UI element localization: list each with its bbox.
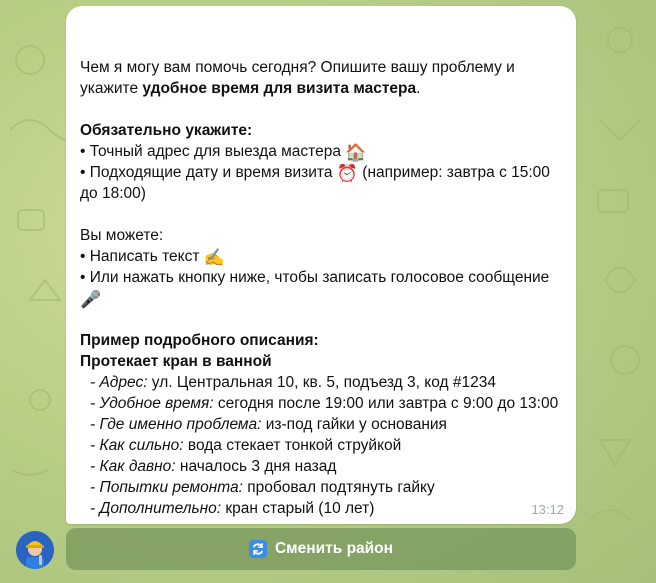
intro-paragraph: [80, 57, 566, 99]
message-timestamp: 13:12: [531, 502, 564, 517]
intro-text: Чем я могу вам помочь сегодня? Опишите вашу проблему и укажите: [80, 59, 515, 97]
example-item: [80, 456, 566, 477]
can-title: Вы можете:: [80, 227, 164, 244]
bot-message-bubble: [66, 6, 576, 524]
example-item-label: - Как давно:: [90, 458, 176, 475]
alarm-clock-emoji-icon: ⏰: [336, 164, 358, 183]
microphone-emoji-icon: 🎤: [80, 290, 102, 309]
required-item-address-text: • Точный адрес для выезда мастера: [80, 143, 341, 160]
example-item-value: из-под гайки у основания: [261, 416, 447, 433]
example-item-value: пробовал подтянуть гайку: [242, 479, 435, 496]
example-item-value: ул. Центральная 10, кв. 5, подъезд 3, код #1234: [147, 374, 496, 391]
example-item: [80, 477, 566, 498]
required-title: Обязательно укажите:: [80, 122, 253, 139]
bot-avatar-icon: [16, 531, 54, 569]
example-item-value: сегодня после 19:00 или завтра с 9:00 до 13:00: [213, 395, 559, 412]
required-item-time-text: • Подходящие дату и время визита: [80, 164, 333, 181]
required-item-address: [80, 141, 566, 162]
can-item-text-label: • Написать текст: [80, 248, 200, 265]
message-text: [80, 57, 566, 519]
example-item-label: - Удобное время:: [90, 395, 214, 412]
can-item-voice-label: • Или нажать кнопку ниже, чтобы записать голосовое сообщение: [80, 269, 550, 286]
can-item-voice: [80, 267, 566, 309]
example-item-label: - Дополнительно:: [90, 500, 222, 517]
can-item-text: [80, 246, 566, 267]
example-item-label: - Попытки ремонта:: [90, 479, 243, 496]
example-item-label: - Как сильно:: [90, 437, 184, 454]
bot-avatar[interactable]: [16, 531, 54, 569]
example-subtitle: Протекает кран в ванной: [80, 353, 272, 370]
example-item-value: кран старый (10 лет): [221, 500, 375, 517]
example-item-label: - Адрес:: [90, 374, 148, 391]
example-item-label: - Где именно проблема:: [90, 416, 262, 433]
change-district-button[interactable]: [66, 528, 576, 570]
intro-end: .: [416, 80, 421, 97]
example-item: [80, 372, 566, 393]
change-district-label: Сменить район: [274, 540, 394, 557]
example-item: [80, 498, 566, 519]
writing-hand-emoji-icon: ✍️: [203, 248, 225, 267]
example-item: [80, 435, 566, 456]
refresh-icon: [249, 540, 267, 558]
example-item-value: началось 3 дня назад: [175, 458, 337, 475]
example-item: [80, 393, 566, 414]
intro-bold-text: удобное время для визита мастера: [142, 80, 417, 97]
example-title: Пример подробного описания:: [80, 332, 319, 349]
required-item-time-example: (например: завтра с 15:00 до 18:00): [80, 164, 550, 202]
example-item-value: вода стекает тонкой струйкой: [183, 437, 402, 454]
required-item-time: [80, 162, 566, 204]
house-emoji-icon: 🏠: [345, 143, 367, 162]
example-item: [80, 414, 566, 435]
